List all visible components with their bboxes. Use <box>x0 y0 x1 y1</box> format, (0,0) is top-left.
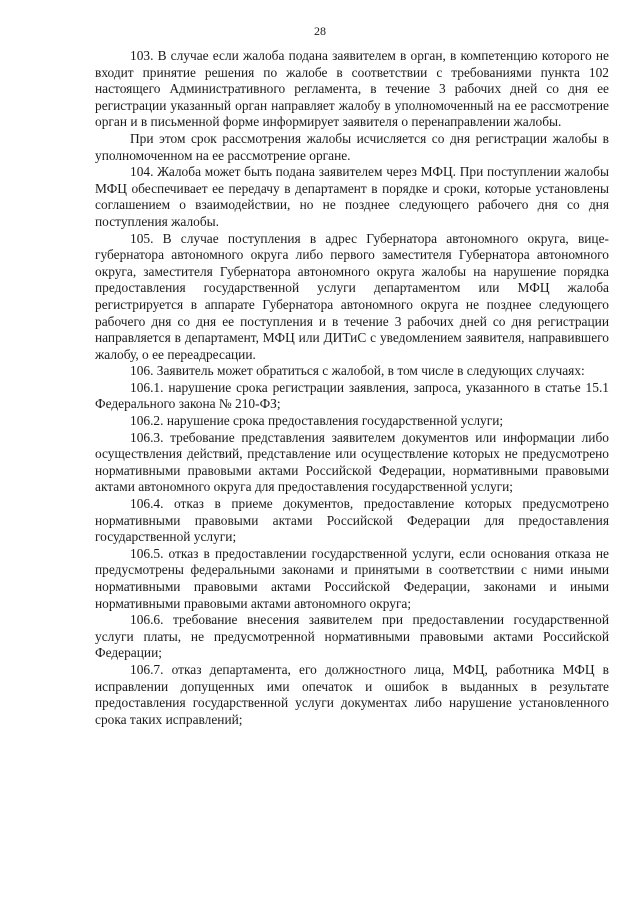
paragraph-104: 104. Жалоба может быть подана заявителем через МФЦ. При поступлении жалобы МФЦ обеспечивает ее передачу в департамент в порядке и сроки, которые установлены соглашением о взаимодействии, но не позднее следующего рабочего дня со дня поступления жалобы. <box>95 164 609 229</box>
page-number: 28 <box>314 24 326 38</box>
paragraph-106-6: 106.6. требование внесения заявителем при предоставлении государственной услуги платы, не предусмотренной нормативными правовыми актами Российской Федерации; <box>95 612 609 661</box>
paragraph-106-1: 106.1. нарушение срока регистрации заявления, запроса, указанного в статье 15.1 Федерального закона № 210-ФЗ; <box>95 379 609 412</box>
paragraph-106-4: 106.4. отказ в приеме документов, предоставление которых предусмотрено нормативными правовыми актами Российской Федерации для предоставления государственной услуги; <box>95 496 609 545</box>
paragraph-106-3: 106.3. требование представления заявителем документов или информации либо осуществления действий, представление или осуществление которых не предусмотрено нормативными правовыми актами Российской Федерации, нормативными правовыми актами автономного округа для предоставления государственной услуги; <box>95 429 609 495</box>
paragraph-105: 105. В случае поступления в адрес Губернатора автономного округа, вице-губернатора автономного округа либо первого заместителя Губернатора автономного округа, заместителя Губернатора автономного округа жалобы на нарушение порядка предоставления государственной услуги департаментом или МФЦ жалоба регистрируется в аппарате Губернатора автономного округа не позднее следующего рабочего дня со дня ее поступления и в течение 3 рабочих дней со дня регистрации направляется в департамент, МФЦ или ДИТиС с уведомлением заявителя, направившего жалобу, о ее переадресации. <box>95 230 609 362</box>
paragraph-106-7: 106.7. отказ департамента, его должностного лица, МФЦ, работника МФЦ в исправлении допущенных ими опечаток и ошибок в выданных в результате предоставления государственной услуги документах либо нарушение установленного срока таких исправлений; <box>95 661 609 727</box>
document-body <box>95 48 609 728</box>
paragraph-106-5: 106.5. отказ в предоставлении государственной услуги, если основания отказа не предусмотрены федеральными законами и принятыми в соответствии с ними иными нормативными правовыми актами Российской Федерации, законами и иными нормативными правовыми актами автономного округа; <box>95 545 609 611</box>
paragraph-103-note: При этом срок рассмотрения жалобы исчисляется со дня регистрации жалобы в уполномоченном на ее рассмотрение органе. <box>95 130 609 163</box>
paragraph-106-2: 106.2. нарушение срока предоставления государственной услуги; <box>130 413 504 429</box>
paragraph-103: 103. В случае если жалоба подана заявителем в орган, в компетенцию которого не входит принятие решения по жалобе в соответствии с требованиями пункта 102 настоящего Административного регламента, в течение 3 рабочих дней со дня ее регистрации указанный орган направляет жалобу в уполномоченный на ее рассмотрение орган и в письменной форме информирует заявителя о перенаправлении жалобы. <box>95 48 609 130</box>
paragraph-106: 106. Заявитель может обратиться с жалобой, в том числе в следующих случаях: <box>130 363 585 379</box>
